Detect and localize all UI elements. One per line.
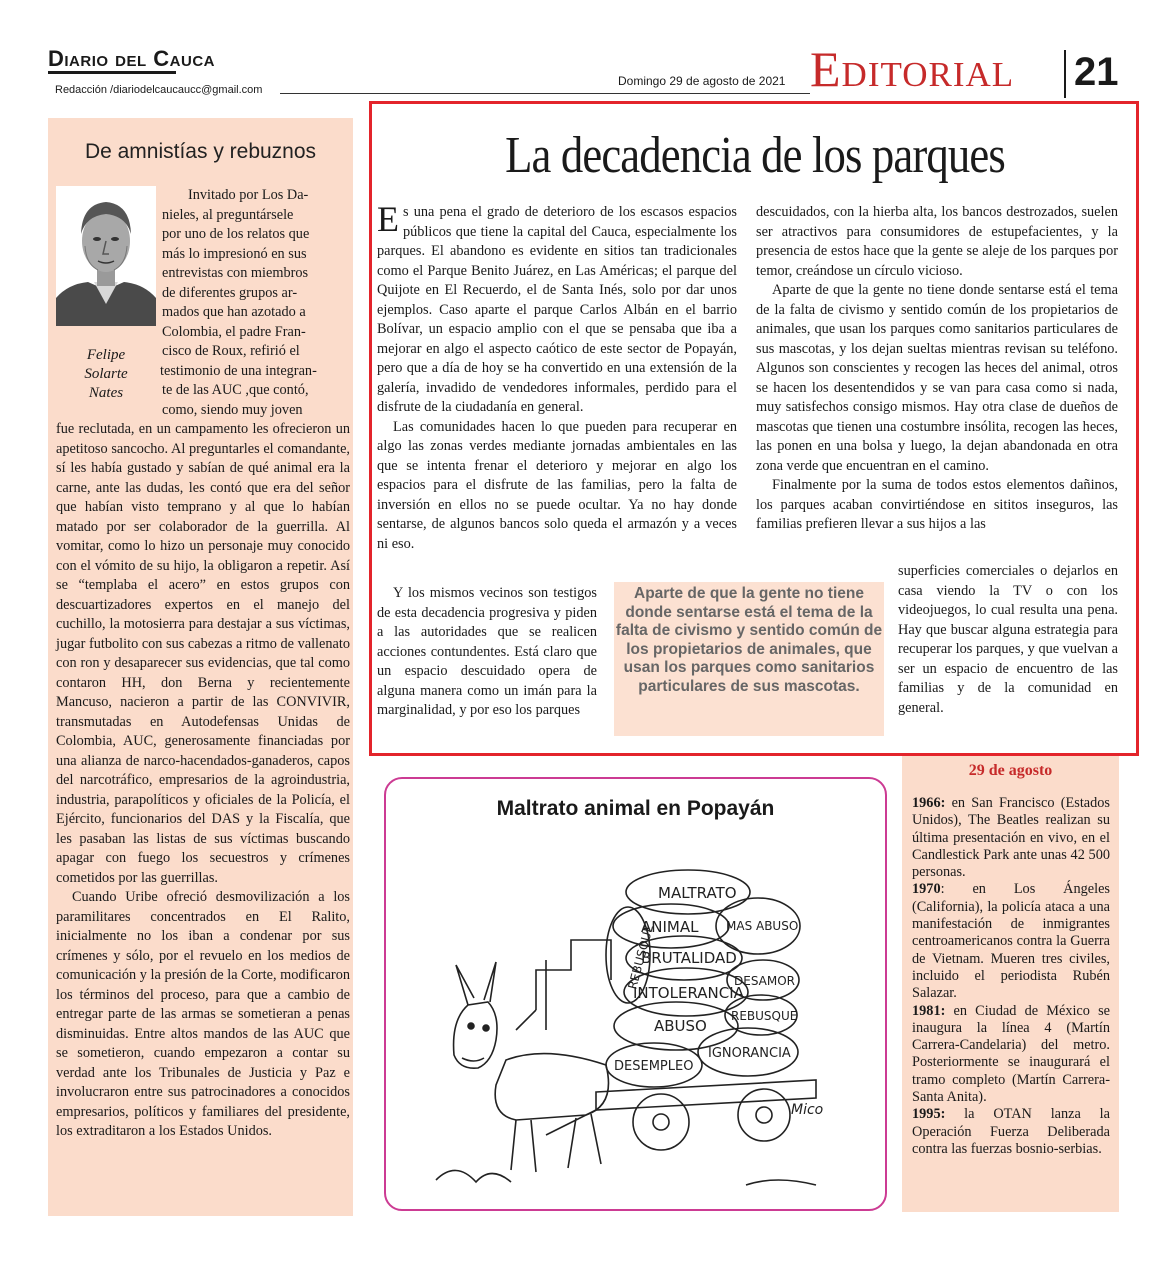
intro-line: Colombia, el padre Fran- [162,323,306,340]
intro-line: por uno de los relatos que [162,226,310,242]
sack-label: INTOLERANCIA [633,984,744,1002]
column-paragraph: fue reclutada, en un campamento les ofrecieron un apetitoso sancocho. Al preguntarles el comandante, sí les había gustado y sabían de qué animal era la carne, ante las dudas, les contó que era del señor que habían visto temprano y al que lo habían matado por ser colaborador de la guerrilla. Al vomitar, como lo hizo un personaje muy conocido con el vómito de su hijo, la obligaron a repetir. Así se “templaba el acero” en estos grupos con descuartizadores expertos en el manejo del cuchillo, la motosierra para destajar a sus víctimas, jugar futbolito con sus cabezas a ritmo de vallenato con ron y desaparecer sus evidencias, que tal como contaron HH, don Berna y recientemente Mancuso, nacieron a partir de las CONVIVIR, transmutadas en Autodefensas Unidas de Colombia, AUC, generosamente financiadas por una alianza de narco-hacendados-ganaderos, capos del narcotráfico, empresarios de la agroindustria, industria, parapolíticos y oficiales de la Policía, el Ejército, funcionarios del DAS y la Fiscalía, que les pasaban las listas de sus víctimas buscando apagar con fuego los secuestros y crímenes cometidos por las guerrillas. [56,421,350,886]
ephemeris-entry: 1966: en San Francisco (Estados Unidos), The Beatles realizan su última presentación en vivo, en el Candlestick Park ante unas 42 500 personas. [912,795,1110,881]
editorial-paragraph: Finalmente por la suma de todos estos elementos dañinos, los parques acaban convirtiéndose en sititos inseguros, las familias prefieren llevar a sus hijos a las [756,477,1118,532]
ephemerides-list [912,795,1110,1158]
column-body [56,420,350,1142]
header-rule [280,93,810,94]
author-surname: Solarte [84,366,128,382]
author-first-name: Felipe [86,347,126,363]
column-paragraph: Cuando Uribe ofreció desmovilización a los paramilitares concentrados en El Ralito, inicialmente no los iban a condenar por sus crímenes y sólo, por el revuelo en los medios de comunicación y la presión de la Corte, modificaron los términos del proceso, para que a cambio de entregar parte de las armas se sometieran a penas disminuidas. Entre altos mandos de las AUC que se sometieron, cuando empezaron a contar su verdad ante los Tribunales de Justicia y Paz e involucraron entre sus patrocinadores a conocidos empresarios, políticos y familiares del presidente, los extraditaron a los Estados Unidos. [56,889,350,1139]
editorial-headline: La decadencia de los parques [505,127,1005,184]
masthead-underline [48,71,176,74]
editorial-column-2-bottom [898,562,1118,718]
editorial-column-1 [377,199,737,554]
page-number: 21 [1074,50,1119,94]
intro-line: más lo impresionó en sus [162,245,307,262]
intro-line: nieles, al preguntársele [162,206,294,223]
author-photo [56,186,156,326]
sack-label: DESEMPLEO [614,1059,694,1074]
ephemeris-entry: 1970: en Los Ángeles (California), la policía ataca a una manifestación de inmigrantes centroamericanos contra la Guerra de Vietnam. Mueren tres civiles, incluido el periodista Rubén Salazar. [912,881,1110,1002]
editorial-paragraph: descuidados, con la hierba alta, los bancos destrozados, suelen ser atractivos para consumidores de estupefacientes, y la presencia de estos hace que la gente se aleje de los parques por temor, creándose un círculo vicioso. [756,204,1118,279]
intro-line: entrevistas con miembros [162,265,309,281]
sack-label: ABUSO [654,1017,707,1035]
cartoon-illustration [396,830,876,1205]
issue-date: Domingo 29 de agosto de 2021 [618,74,786,88]
cartoonist-signature: Mico [791,1102,824,1118]
sack-label: DESAMOR [734,974,796,988]
intro-line: Invitado por Los Da- [188,187,309,203]
sack-label: IGNORANCIA [708,1046,791,1061]
newspaper-masthead: Diario del Cauca [48,46,215,71]
sack-label: BRUTALIDAD [641,949,737,967]
intro-line: te de las AUC ,que contó, [162,382,309,398]
intro-line: como, siendo muy joven [162,401,303,418]
author-name [56,346,156,403]
sack-label: REBUSQUE [625,923,657,991]
cartoon-title: Maltrato animal en Popayán [496,797,775,820]
author-second-surname: Nates [88,385,124,401]
editorial-paragraph: Aparte de que la gente no tiene donde sentarse está el tema de la falta de civismo y sentido común de los propietarios de animales, que usan los parques como sanitarios particulares de sus mascotas, y los dejan sueltas mientras revisan su teléfono. Algunos son conscientes y recogen las heces del animal, otros se hacen los desentendidos y se van para casa como si nada, muy satisfechos consigo mismos. Hay otra clase de dueños de mascotas que tienen una costumbre insólita, recogen las heces, las ponen en una bolsa y luego, la dejan abandonada en otra zona verde que encuentran en el camino. [756,282,1118,474]
sack-label: MAS ABUSO [726,919,799,933]
column-title: De amnistías y rebuznos [84,140,317,163]
editorial-paragraph: superficies comerciales o dejarlos en casa viendo la TV o con los videojuegos, lo cual resulta una pena. Hay que buscar alguna estrategia para recuperar los parques, y que vuelvan a ser un espacio de encuentro de las familias y de la comunidad en general. [898,563,1118,716]
ephemerides-title: 29 de agosto [968,762,1053,779]
sack-label: ANIMAL [641,918,699,936]
intro-line: mados que han azotado a [162,304,306,320]
ephemeris-entry: 1995: la OTAN lanza la Operación Fuerza Deliberada contra las fuerzas bosnio-serbias. [912,1106,1110,1157]
pull-quote: Aparte de que la gente no tiene donde sentarse está el tema de la falta de civismo y sentido común de los propietarios de animales, que usan los parques como sanitarios particulares de sus mascotas. [614,582,884,736]
intro-line: de diferentes grupos ar- [162,284,298,301]
header-divider [1064,50,1066,98]
editorial-paragraph: Las comunidades hacen lo que pueden para recuperar en algo las zonas verdes mediante jornadas ambientales en las que se intenta frenar el deterioro y mejorar en algo los espacios para el disfrute de las familias, pero la falta de inversión en ellos no se puede ocultar. Ya no hay donde sentarse, de algunos bancos solo queda el armazón y a veces ni eso. [377,418,737,552]
column-intro-lines [162,186,350,420]
drop-cap: E [377,199,399,239]
editorial-paragraph: Y los mismos vecinos son testigos de esta decadencia progresiva y piden a las autoridades que se realicen acciones contundentes. Está claro que un espacio descuidado opera de alguna manera como un imán para la marginalidad, y por eso los parques [377,585,597,718]
sack-label: MALTRATO [658,884,737,902]
editorial-column-2 [756,203,1118,535]
editorial-column-1-bottom [377,584,597,721]
intro-line: testimonio de una integran- [160,362,317,379]
intro-line: cisco de Roux, refirió el [162,343,300,359]
contact-email: Redacción /diariodelcaucaucc@gmail.com [55,84,263,96]
sack-label: REBUSQUE [731,1009,798,1023]
ephemeris-entry: 1981: en Ciudad de México se inaugura la línea 4 (Martín Carrera-Candelaria) del metro. Posteriormente se inaugurará el tramo completo (Martín Carrera-Santa Anita). [912,1002,1110,1106]
editorial-paragraph: Es una pena el grado de deterioro de los escasos espacios públicos que tiene la capital del Cauca, especialmente los parques. El abandono es evidente en sitios tan tradicionales como el Parque Benito Juárez, en Las Américas; el parque del Quijote en El Recuerdo, el de Santa Inés, solo por dar unos ejemplos. Caso aparte el parque Carlos Albán en el barrio Bolívar, un espacio amplio con el que se pensaba que iba a mejorar en algo el aspecto caótico de este sector de Popayán, pero que a día de hoy se ha convertido en una extensión de la galería, invadido de vendedores informales, perdido para el disfrute de la ciudadanía en general. [377,199,737,415]
section-title: Editorial [810,41,1015,97]
